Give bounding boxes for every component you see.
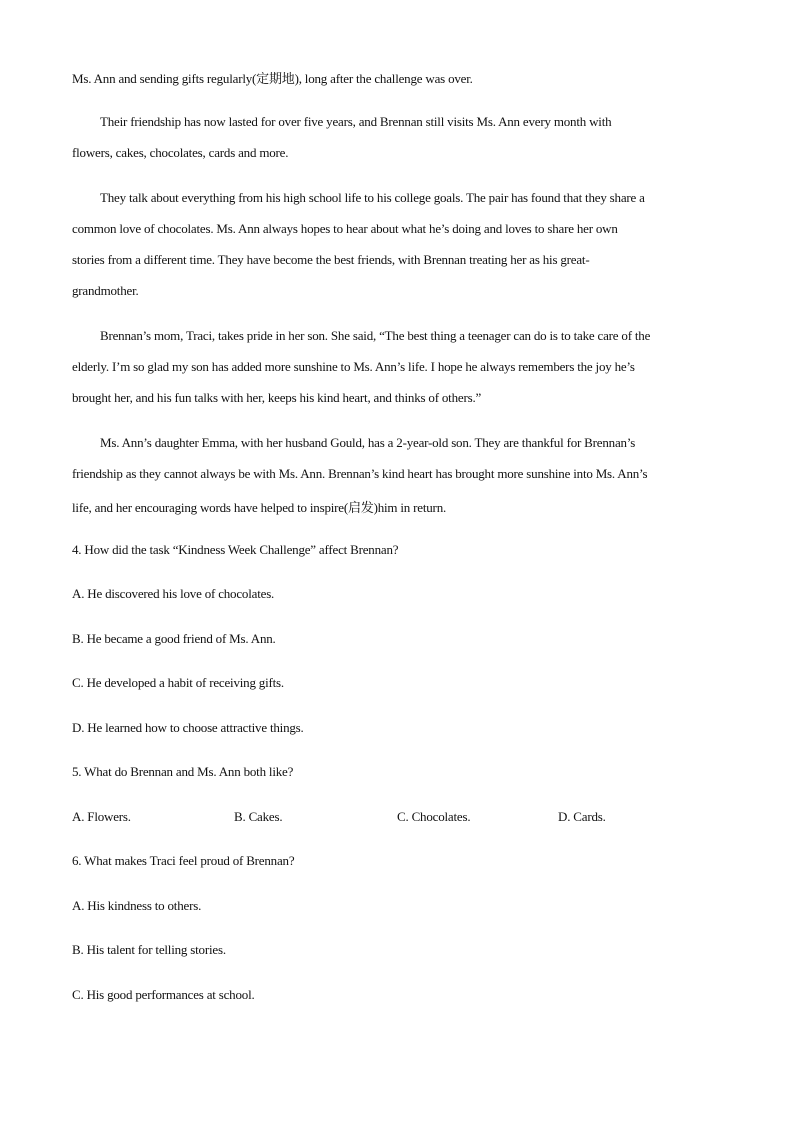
answer-option: B. He became a good friend of Ms. Ann. (72, 631, 276, 646)
answer-option: C. He developed a habit of receiving gifts. (72, 675, 284, 690)
answer-option: A. Flowers. (72, 809, 131, 824)
answer-option: C. His good performances at school. (72, 987, 255, 1002)
answer-option: B. His talent for telling stories. (72, 942, 226, 957)
paragraph-line: life, and her encouraging words have helped to inspire(启发)him in return. (72, 500, 447, 515)
answer-option: B. Cakes. (234, 809, 283, 824)
paragraph-line: brought her, and his fun talks with her, keeps his kind heart, and thinks of others.” (72, 390, 482, 405)
paragraph-line: Brennan’s mom, Traci, takes pride in her son. She said, “The best thing a teenager can do is to take care of the (100, 328, 651, 343)
answer-option: D. Cards. (558, 809, 606, 824)
paragraph-line: They talk about everything from his high school life to his college goals. The pair has found that they share a (100, 190, 645, 205)
question-stem: 5. What do Brennan and Ms. Ann both like? (72, 764, 294, 779)
paragraph-line: Ms. Ann’s daughter Emma, with her husband Gould, has a 2-year-old son. They are thankful for Brennan’s (100, 435, 636, 450)
paragraph-line: common love of chocolates. Ms. Ann always hopes to hear about what he’s doing and loves to share her own (72, 221, 618, 236)
question-stem: 6. What makes Traci feel proud of Brennan? (72, 853, 295, 868)
answer-option: D. He learned how to choose attractive things. (72, 720, 304, 735)
question-stem: 4. How did the task “Kindness Week Challenge” affect Brennan? (72, 542, 399, 557)
paragraph-line: stories from a different time. They have become the best friends, with Brennan treating her as his great- (72, 252, 590, 267)
paragraph-line: flowers, cakes, chocolates, cards and more. (72, 145, 289, 160)
paragraph-line: Ms. Ann and sending gifts regularly(定期地), long after the challenge was over. (72, 71, 473, 86)
paragraph-line: grandmother. (72, 283, 139, 298)
paragraph-line: Their friendship has now lasted for over five years, and Brennan still visits Ms. Ann every month with (100, 114, 612, 129)
answer-option: A. His kindness to others. (72, 898, 202, 913)
answer-option: C. Chocolates. (397, 809, 471, 824)
paragraph-line: friendship as they cannot always be with Ms. Ann. Brennan’s kind heart has brought more sunshine into Ms. Ann’s (72, 466, 648, 481)
answer-option: A. He discovered his love of chocolates. (72, 586, 275, 601)
paragraph-line: elderly. I’m so glad my son has added more sunshine to Ms. Ann’s life. I hope he always remembers the joy he’s (72, 359, 635, 374)
